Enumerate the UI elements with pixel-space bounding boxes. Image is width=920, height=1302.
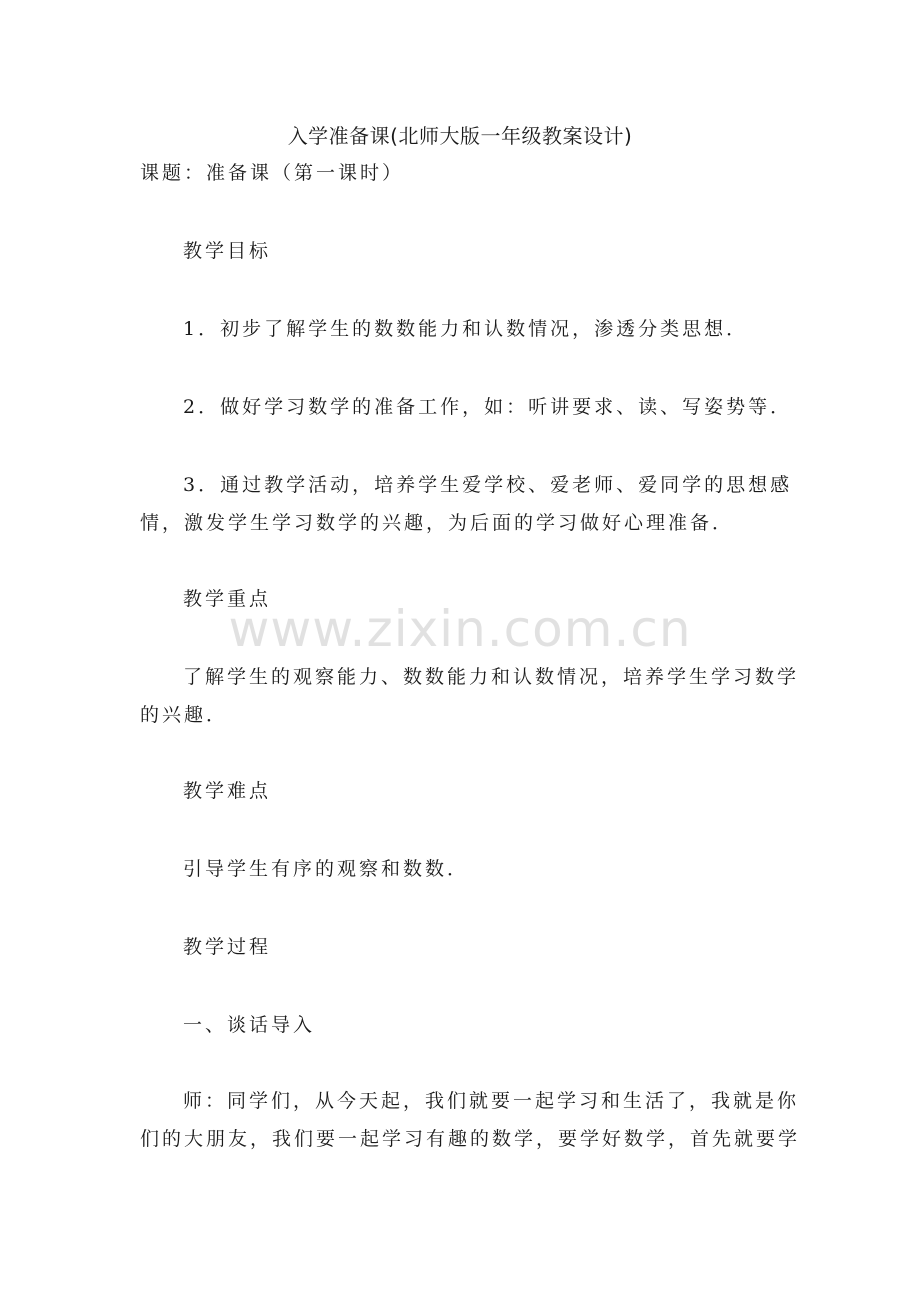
process-step-1-heading: 一、谈话导入 [183, 1014, 316, 1036]
lesson-subject-line: 课题：准备课（第一课时） [140, 162, 405, 184]
document-title: 入学准备课(北师大版一年级教案设计) [287, 124, 633, 148]
objective-item-1: 1．初步了解学生的数数能力和认数情况，渗透分类思想． [183, 318, 749, 340]
key-points-text-line-1: 了解学生的观察能力、数数能力和认数情况，培养学生学习数学 [183, 666, 800, 688]
section-heading-objectives: 教学目标 [183, 240, 272, 262]
section-heading-difficulties: 教学难点 [183, 780, 272, 802]
difficulties-text: 引导学生有序的观察和数数． [183, 858, 470, 880]
watermark: www.zixin.com.cn [228, 600, 692, 658]
objective-item-3-line-2: 情，激发学生学习数学的兴趣，为后面的学习做好心理准备． [140, 512, 735, 534]
objective-item-3-line-1: 3．通过教学活动，培养学生爱学校、爱老师、爱同学的思想感 [183, 474, 793, 496]
objective-item-2: 2．做好学习数学的准备工作，如：听讲要求、读、写姿势等． [183, 396, 793, 418]
key-points-text-line-2: 的兴趣． [140, 704, 229, 726]
teacher-speech-line-2: 们的大朋友，我们要一起学习有趣的数学，要学好数学，首先就要学 [140, 1128, 801, 1150]
section-heading-process: 教学过程 [183, 936, 272, 958]
teacher-speech-line-1: 师：同学们，从今天起，我们就要一起学习和生活了，我就是你 [183, 1090, 800, 1112]
section-heading-key-points: 教学重点 [183, 588, 272, 610]
